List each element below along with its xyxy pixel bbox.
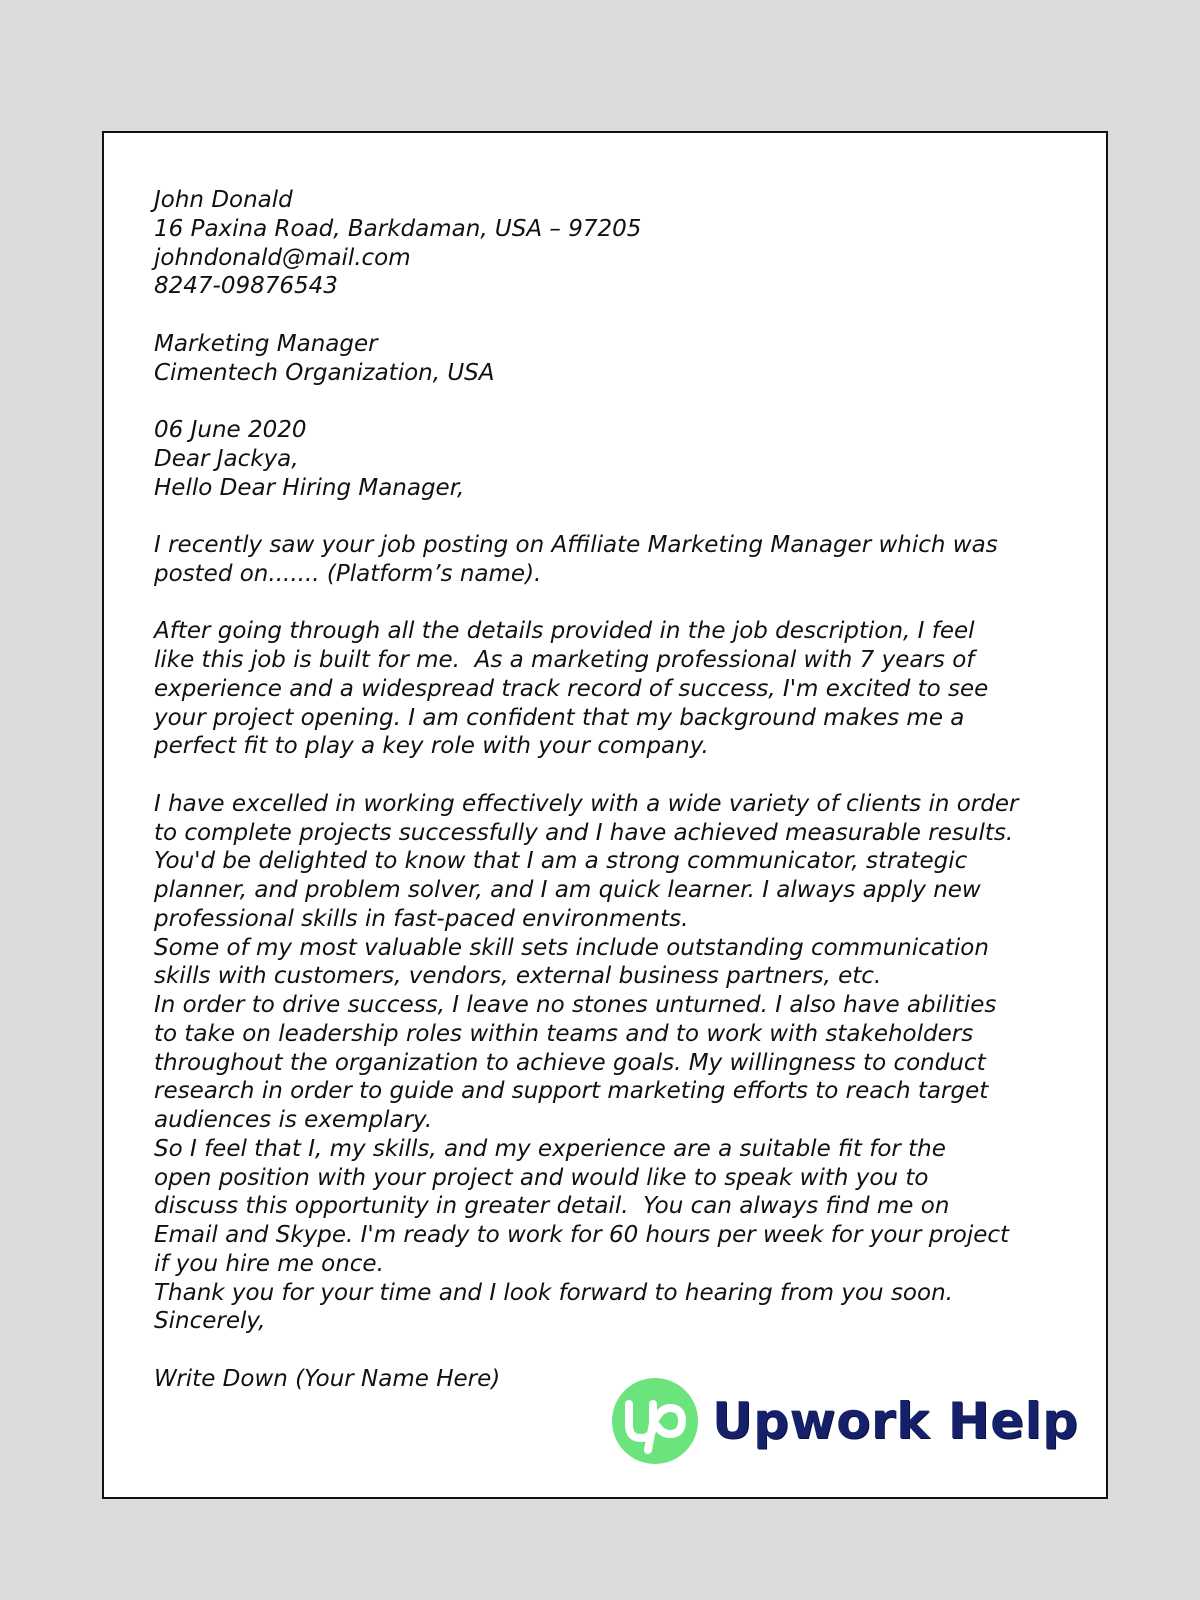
- paragraph-line: After going through all the details provided in the job description, I feel: [154, 618, 975, 645]
- paragraph-line: discuss this opportunity in greater detail. You can always find me on: [154, 1193, 950, 1220]
- paragraph-line: posted on....... (Platform’s name).: [154, 560, 542, 587]
- sender-name: John Donald: [154, 187, 293, 213]
- sender-address: 16 Paxina Road, Barkdaman, USA – 97205: [154, 215, 642, 242]
- paragraph-line: So I feel that I, my skills, and my experience are a suitable fit for the: [154, 1135, 946, 1162]
- paragraph-line: Email and Skype. I'm ready to work for 60 hours per week for your project: [154, 1222, 1010, 1248]
- paragraph-line: open position with your project and would like to speak with you to: [154, 1164, 929, 1191]
- sender-email: johndonald@mail.com: [154, 244, 411, 271]
- paragraph-line: like this job is built for me. As a marketing professional with 7 years of: [154, 647, 975, 673]
- paragraph-intro: [154, 531, 1079, 589]
- paragraph-line: I have excelled in working effectively with a wide variety of clients in order: [154, 790, 1019, 817]
- paragraph-line: to complete projects successfully and I have achieved measurable results.: [154, 819, 1014, 846]
- sender-block: [154, 186, 1079, 301]
- paragraph-line: In order to drive success, I leave no stones unturned. I also have abilities: [154, 992, 997, 1018]
- paragraph-line: research in order to guide and support marketing efforts to reach target: [154, 1078, 989, 1105]
- paragraph-line: Some of my most valuable skill sets include outstanding communication: [154, 934, 989, 961]
- paragraph-line: perfect fit to play a key role with your company.: [154, 733, 709, 760]
- paragraph-line: You'd be delighted to know that I am a strong communicator, strategic: [154, 848, 968, 875]
- signature-placeholder: Write Down (Your Name Here): [154, 1365, 501, 1392]
- paragraph-line: Thank you for your time and I look forward to hearing from you soon.: [154, 1279, 953, 1306]
- paragraph-line: your project opening. I am confident that my background makes me a: [154, 704, 965, 731]
- paragraph-line: to take on leadership roles within teams and to work with stakeholders: [154, 1020, 974, 1047]
- paragraph-line: professional skills in fast-paced environments.: [154, 905, 689, 932]
- paragraph-line: I recently saw your job posting on Affiliate Marketing Manager which was: [154, 532, 998, 558]
- paragraph-line: planner, and problem solver, and I am quick learner. I always apply new: [154, 877, 981, 903]
- upwork-up-icon: [612, 1378, 698, 1464]
- paragraph-skills: [154, 790, 1079, 1336]
- spacer: [154, 589, 1079, 618]
- cover-letter: [154, 186, 1079, 1394]
- letter-date: 06 June 2020: [154, 417, 307, 443]
- paragraph-line: skills with customers, vendors, external business partners, etc.: [154, 963, 882, 990]
- closing-line: Sincerely,: [154, 1308, 266, 1335]
- recipient-block: [154, 330, 1079, 388]
- sender-phone: 8247-09876543: [154, 273, 338, 300]
- logo-wordmark: Upwork Help: [712, 1392, 1079, 1450]
- spacer: [154, 761, 1079, 790]
- paragraph-line: audiences is exemplary.: [154, 1107, 433, 1133]
- salutation-secondary: Hello Dear Hiring Manager,: [154, 474, 465, 501]
- spacer: [154, 502, 1079, 531]
- recipient-organization: Cimentech Organization, USA: [154, 359, 495, 386]
- salutation-primary: Dear Jackya,: [154, 445, 299, 472]
- spacer: [154, 387, 1079, 416]
- paragraph-fit: [154, 617, 1079, 761]
- paragraph-line: if you hire me once.: [154, 1250, 384, 1277]
- recipient-title: Marketing Manager: [154, 330, 378, 357]
- paragraph-line: experience and a widespread track record of success, I'm excited to see: [154, 675, 989, 702]
- upwork-up-glyph: [612, 1378, 698, 1464]
- spacer: [154, 1336, 1079, 1365]
- paragraph-line: throughout the organization to achieve goals. My willingness to conduct: [154, 1049, 986, 1076]
- spacer: [154, 301, 1079, 330]
- upwork-help-logo: [612, 1377, 1078, 1465]
